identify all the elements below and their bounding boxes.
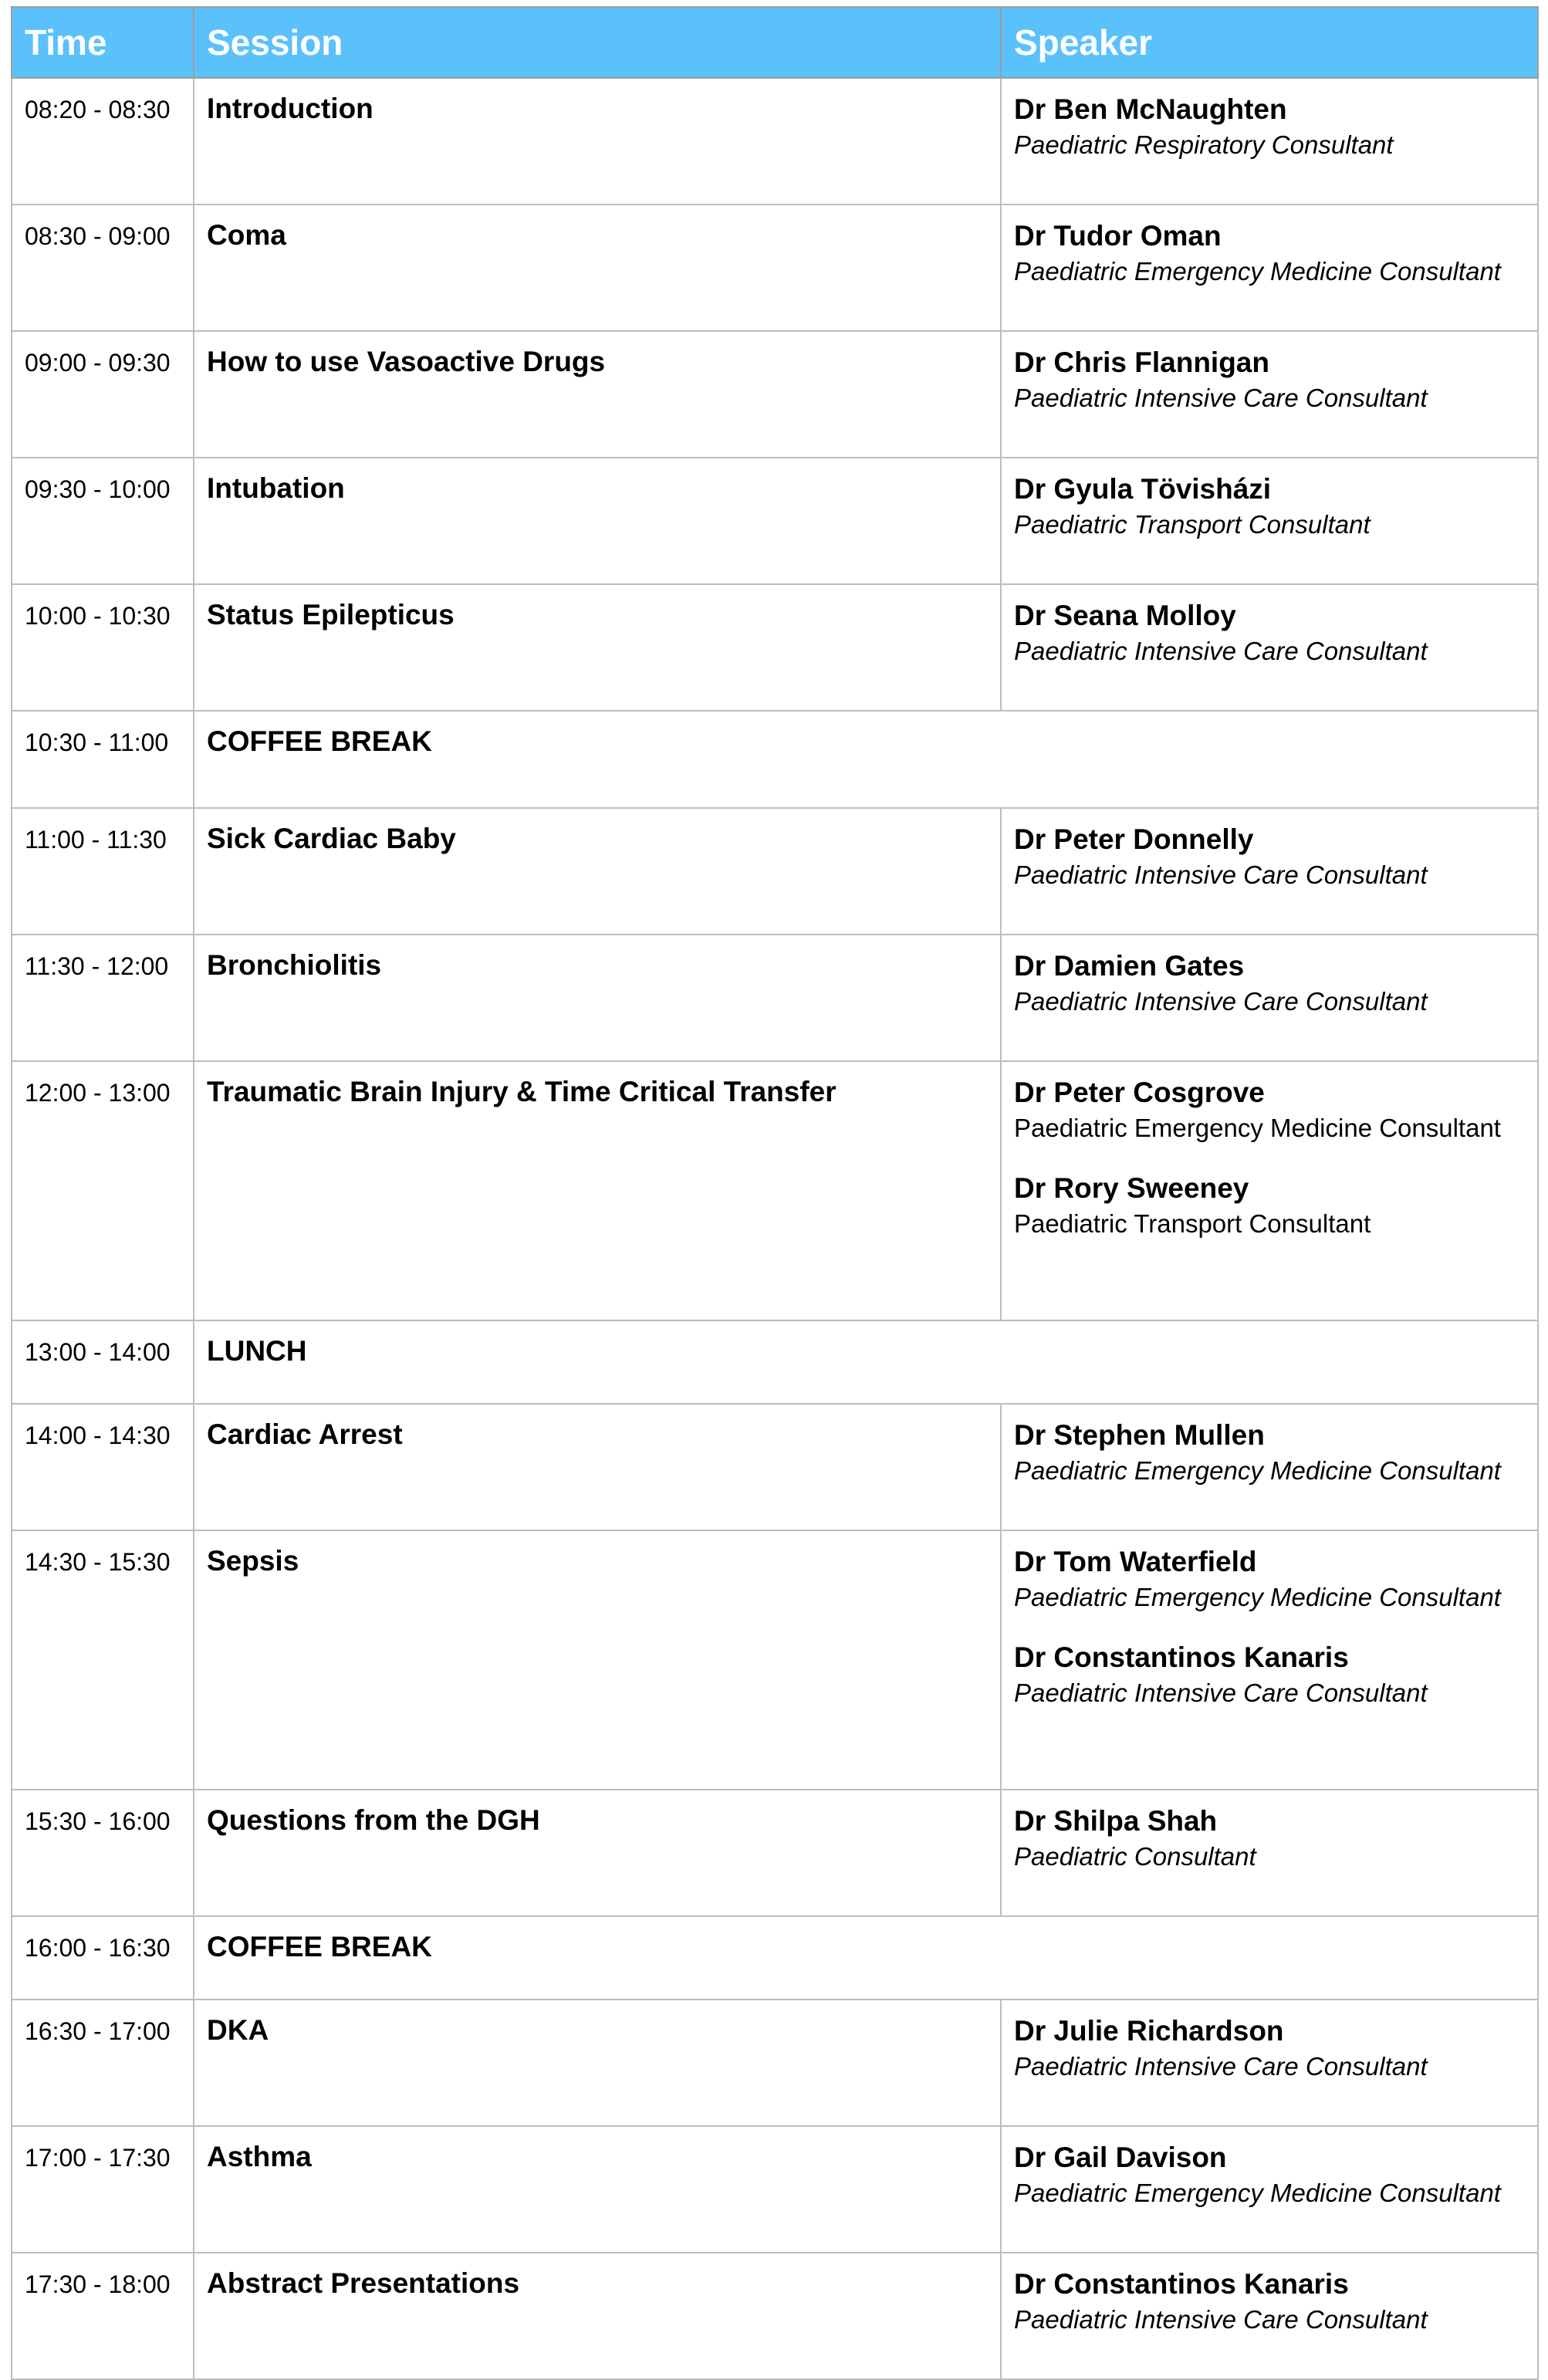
table-row: [12, 458, 1538, 584]
time-cell: 09:00 - 09:30: [12, 331, 194, 458]
time-cell: 10:30 - 11:00: [12, 711, 194, 808]
time-cell: 16:00 - 16:30: [12, 1916, 194, 2000]
time-cell: 17:30 - 18:00: [12, 2253, 194, 2379]
table-row: [12, 2126, 1538, 2253]
time-cell: 09:30 - 10:00: [12, 458, 194, 584]
speaker-role: Paediatric Emergency Medicine Consultant: [1014, 1583, 1501, 1612]
speaker-name: Dr Seana Molloy: [1014, 600, 1236, 631]
session-cell: Questions from the DGH: [194, 1790, 1001, 1916]
speaker-cell: [1001, 1404, 1538, 1530]
time-cell: 13:00 - 14:00: [12, 1320, 194, 1404]
speaker-cell: [1001, 584, 1538, 711]
time-cell: 08:30 - 09:00: [12, 205, 194, 331]
break-label: COFFEE BREAK: [194, 711, 1538, 808]
session-cell: How to use Vasoactive Drugs: [194, 331, 1001, 458]
session-cell: Sick Cardiac Baby: [194, 808, 1001, 935]
speaker-entry: [1014, 1076, 1525, 1144]
break-label: LUNCH: [194, 1320, 1538, 1404]
speaker-name: Dr Stephen Mullen: [1014, 1419, 1265, 1451]
table-row: [12, 808, 1538, 935]
table-row: [12, 331, 1538, 458]
speaker-name: Dr Ben McNaughten: [1014, 93, 1287, 125]
speaker-entry: [1014, 1418, 1525, 1486]
session-cell: Bronchiolitis: [194, 935, 1001, 1061]
header-speaker: Speaker: [1001, 7, 1538, 78]
agenda-body: [12, 78, 1538, 2379]
session-cell: Coma: [194, 205, 1001, 331]
speaker-entry: [1014, 1545, 1525, 1613]
break-row: [12, 711, 1538, 808]
speaker-cell: [1001, 458, 1538, 584]
speaker-role: Paediatric Intensive Care Consultant: [1014, 987, 1428, 1016]
speaker-cell: [1001, 2253, 1538, 2379]
table-row: [12, 935, 1538, 1061]
time-cell: 14:30 - 15:30: [12, 1530, 194, 1790]
speaker-role: Paediatric Intensive Care Consultant: [1014, 384, 1428, 413]
time-cell: 11:00 - 11:30: [12, 808, 194, 935]
break-row: [12, 1916, 1538, 2000]
session-cell: Traumatic Brain Injury & Time Critical Transfer: [194, 1061, 1001, 1320]
speaker-name: Dr Shilpa Shah: [1014, 1805, 1218, 1837]
speaker-entry: [1014, 823, 1525, 891]
header-row: [12, 7, 1538, 78]
speaker-cell: [1001, 78, 1538, 205]
speaker-role: Paediatric Intensive Care Consultant: [1014, 2305, 1428, 2334]
speaker-name: Dr Peter Donnelly: [1014, 823, 1254, 855]
speaker-role: Paediatric Respiratory Consultant: [1014, 130, 1394, 160]
speaker-role: Paediatric Intensive Care Consultant: [1014, 2052, 1428, 2081]
speaker-role: Paediatric Intensive Care Consultant: [1014, 1679, 1428, 1708]
speaker-name: Dr Constantinos Kanaris: [1014, 2268, 1349, 2300]
speaker-cell: [1001, 935, 1538, 1061]
time-cell: 17:00 - 17:30: [12, 2126, 194, 2253]
time-cell: 12:00 - 13:00: [12, 1061, 194, 1320]
speaker-entry: [1014, 1171, 1525, 1239]
speaker-cell: [1001, 1530, 1538, 1790]
speaker-cell: [1001, 2126, 1538, 2253]
speaker-cell: [1001, 205, 1538, 331]
session-cell: Abstract Presentations: [194, 2253, 1001, 2379]
speaker-name: Dr Constantinos Kanaris: [1014, 1641, 1349, 1673]
speaker-role: Paediatric Transport Consultant: [1014, 1209, 1371, 1239]
speaker-name: Dr Peter Cosgrove: [1014, 1077, 1265, 1108]
session-cell: Introduction: [194, 78, 1001, 205]
break-row: [12, 1320, 1538, 1404]
speaker-role: Paediatric Emergency Medicine Consultant: [1014, 1456, 1501, 1486]
speaker-entry: [1014, 1804, 1525, 1872]
time-cell: 11:30 - 12:00: [12, 935, 194, 1061]
table-row: [12, 1530, 1538, 1790]
speaker-name: Dr Julie Richardson: [1014, 2015, 1284, 2047]
speaker-role: Paediatric Transport Consultant: [1014, 510, 1371, 539]
table-row: [12, 78, 1538, 205]
table-row: [12, 205, 1538, 331]
header-time: Time: [12, 7, 194, 78]
speaker-name: Dr Chris Flannigan: [1014, 347, 1269, 378]
speaker-entry: [1014, 949, 1525, 1017]
speaker-entry: [1014, 219, 1525, 287]
session-cell: Status Epilepticus: [194, 584, 1001, 711]
speaker-entry: [1014, 2267, 1525, 2335]
table-row: [12, 2253, 1538, 2379]
time-cell: 14:00 - 14:30: [12, 1404, 194, 1530]
time-cell: 08:20 - 08:30: [12, 78, 194, 205]
speaker-cell: [1001, 331, 1538, 458]
speaker-entry: [1014, 2141, 1525, 2209]
table-row: [12, 584, 1538, 711]
speaker-role: Paediatric Intensive Care Consultant: [1014, 860, 1428, 890]
table-row: [12, 1404, 1538, 1530]
speaker-role: Paediatric Emergency Medicine Consultant: [1014, 1114, 1501, 1143]
table-row: [12, 1061, 1538, 1320]
time-cell: 15:30 - 16:00: [12, 1790, 194, 1916]
speaker-cell: [1001, 808, 1538, 935]
speaker-role: Paediatric Emergency Medicine Consultant: [1014, 257, 1501, 286]
speaker-entry: [1014, 472, 1525, 540]
header-session: Session: [194, 7, 1001, 78]
speaker-name: Dr Gyula Tövisházi: [1014, 473, 1272, 505]
speaker-role: Paediatric Emergency Medicine Consultant: [1014, 2179, 1501, 2208]
speaker-cell: [1001, 2000, 1538, 2126]
speaker-name: Dr Rory Sweeney: [1014, 1171, 1249, 1204]
speaker-name: Dr Damien Gates: [1014, 950, 1245, 982]
session-cell: Sepsis: [194, 1530, 1001, 1790]
table-row: [12, 2000, 1538, 2126]
speaker-entry: [1014, 1641, 1525, 1709]
speaker-cell: [1001, 1790, 1538, 1916]
session-cell: Cardiac Arrest: [194, 1404, 1001, 1530]
speaker-entry: [1014, 599, 1525, 667]
session-cell: Intubation: [194, 458, 1001, 584]
speaker-role: Paediatric Intensive Care Consultant: [1014, 637, 1428, 666]
speaker-name: Dr Gail Davison: [1014, 2142, 1227, 2173]
speaker-entry: [1014, 2014, 1525, 2082]
speaker-name: Dr Tudor Oman: [1014, 220, 1222, 252]
time-cell: 10:00 - 10:30: [12, 584, 194, 711]
speaker-entry: [1014, 346, 1525, 414]
speaker-role: Paediatric Consultant: [1014, 1842, 1256, 1871]
session-cell: DKA: [194, 2000, 1001, 2126]
speaker-name: Dr Tom Waterfield: [1014, 1546, 1257, 1577]
agenda-table: [11, 6, 1539, 2380]
speaker-cell: [1001, 1061, 1538, 1320]
session-cell: Asthma: [194, 2126, 1001, 2253]
break-label: COFFEE BREAK: [194, 1916, 1538, 2000]
speaker-entry: [1014, 93, 1525, 161]
time-cell: 16:30 - 17:00: [12, 2000, 194, 2126]
table-row: [12, 1790, 1538, 1916]
